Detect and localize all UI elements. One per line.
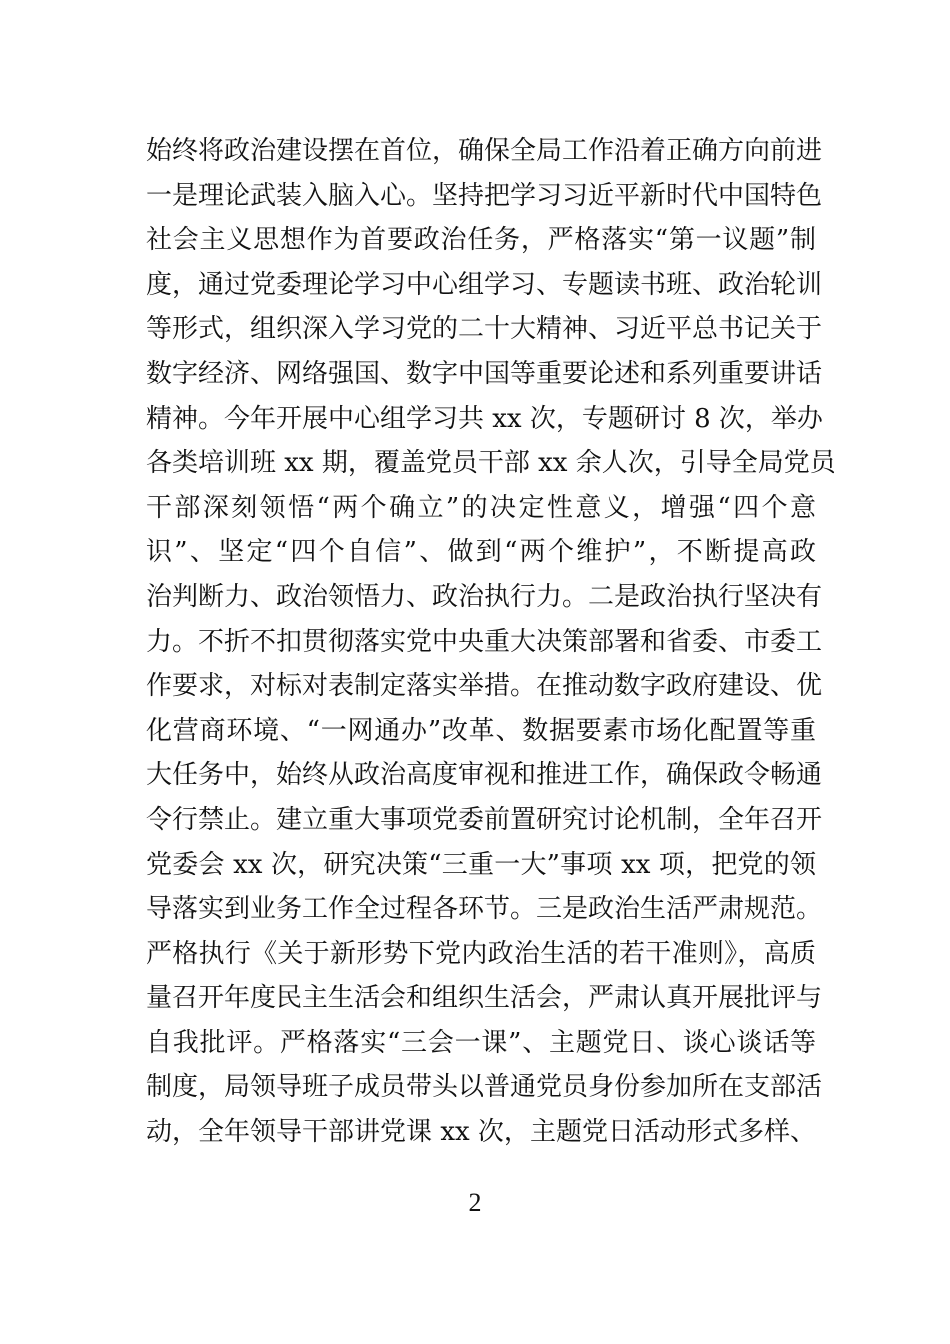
text-line: 大任务中，始终从政治高度审视和推进工作，确保政令畅通: [146, 760, 823, 791]
text-line: 治判断力、政治领悟力、政治执行力。二是政治执行坚决有: [146, 581, 823, 612]
text-line: 各类培训班 xx 期，覆盖党员干部 xx 余人次，引导全局党员: [146, 448, 836, 479]
text-line: 干部深刻领悟“两个确立”的决定性意义，增强“四个意: [146, 492, 816, 523]
text-line: 导落实到业务工作全过程各环节。三是政治生活严肃规范。: [146, 894, 823, 925]
text-line: 令行禁止。建立重大事项党委前置研究讨论机制，全年召开: [146, 804, 823, 835]
text-line: 化营商环境、“一网通办”改革、数据要素市场化配置等重: [146, 715, 816, 746]
text-line: 量召开年度民主生活会和组织生活会，严肃认真开展批评与: [146, 983, 823, 1014]
text-line: 一是理论武装入脑入心。坚持把学习习近平新时代中国特色: [146, 180, 823, 211]
text-line: 数字经济、网络强国、数字中国等重要论述和系列重要讲话: [146, 358, 823, 389]
text-line: 自我批评。严格落实“三会一课”、主题党日、谈心谈话等: [146, 1027, 816, 1058]
text-line: 动，全年领导干部讲党课 xx 次，主题党日活动形式多样、: [146, 1117, 816, 1148]
text-line: 始终将政治建设摆在首位，确保全局工作沿着正确方向前进: [146, 136, 823, 166]
text-line: 度，通过党委理论学习中心组学习、专题读书班、政治轮训: [146, 269, 823, 300]
body-text: [146, 129, 836, 1155]
text-line: 制度，局领导班子成员带头以普通党员身份参加所在支部活: [146, 1072, 823, 1103]
text-line: 作要求，对标对表制定落实举措。在推动数字政府建设、优: [146, 671, 823, 702]
text-line: 党委会 xx 次，研究决策“三重一大”事项 xx 项，把党的领: [146, 849, 816, 880]
text-line: 识”、坚定“四个自信”、做到“两个维护”，不断提高政: [146, 537, 816, 568]
text-line: 精神。今年开展中心组学习共 xx 次，专题研讨 8 次，举办: [146, 403, 823, 434]
page-number: 2: [468, 1188, 482, 1217]
text-line: 力。不折不扣贯彻落实党中央重大决策部署和省委、市委工: [146, 626, 823, 657]
text-line: 严格执行《关于新形势下党内政治生活的若干准则》，高质: [146, 938, 816, 969]
text-line: 等形式，组织深入学习党的二十大精神、习近平总书记关于: [146, 314, 823, 345]
text-line: 社会主义思想作为首要政治任务，严格落实“第一议题”制: [146, 225, 816, 256]
